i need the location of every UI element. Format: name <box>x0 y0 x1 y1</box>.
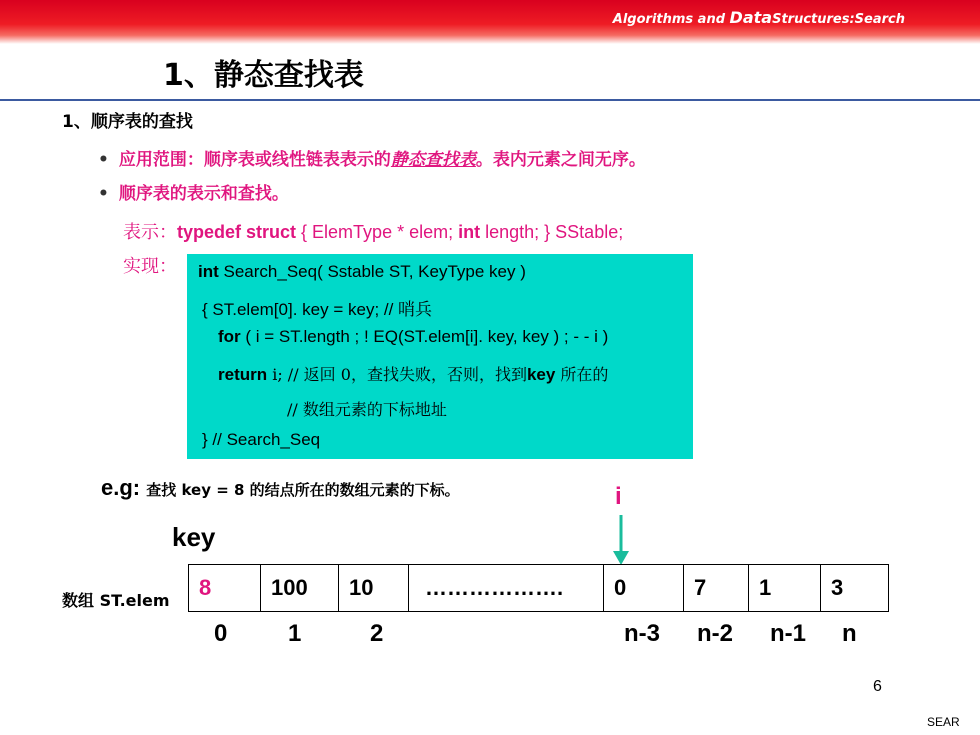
array-index: 2 <box>370 620 384 647</box>
representation-label: 表示： <box>123 222 177 243</box>
page-number: 6 <box>873 678 882 695</box>
course-title-emphasis: Data <box>729 8 773 27</box>
bullet-representation <box>98 179 289 204</box>
title-divider <box>0 99 980 101</box>
array-index: n <box>842 620 857 647</box>
typedef-keyword: typedef struct <box>177 222 297 242</box>
code-comment: i; // 返回 0，查找失败，否则，找到 <box>267 365 527 384</box>
representation-line <box>123 218 623 244</box>
array-cell: 100 <box>260 564 338 612</box>
array-index: 1 <box>288 620 302 647</box>
example-line <box>101 475 460 501</box>
array-index: 0 <box>214 620 228 647</box>
code-line-sentinel: { ST.elem[0]. key = key; // 哨兵 <box>202 300 433 319</box>
array-cell: 1 <box>748 564 820 612</box>
course-title <box>613 8 905 27</box>
pointer-arrow-icon <box>610 515 632 567</box>
bullet-scope <box>98 145 646 170</box>
representation-code-1: { ElemType * elem; <box>296 222 459 242</box>
code-line-end: } // Search_Seq <box>202 430 321 449</box>
course-title-suffix: Structures:Search <box>772 12 905 27</box>
course-title-prefix: Algorithms and <box>612 12 730 27</box>
code-text: Search_Seq( Sstable ST, KeyType key ) <box>218 262 526 281</box>
example-text: 查找 key = 8 的结点所在的数组元素的下标。 <box>146 481 460 499</box>
bullet-glyph: • <box>98 184 109 204</box>
array-index: n-3 <box>624 620 660 647</box>
code-line-signature <box>198 262 526 282</box>
array-row <box>188 564 889 612</box>
code-line-comment: // 数组元素的下标地址 <box>287 400 447 419</box>
representation-code-2: length; } SStable; <box>480 222 624 242</box>
bullet-scope-term: 静态查找表 <box>390 150 476 170</box>
code-text: ( i = ST.length ; ! EQ(ST.elem[i]. key, key ) ; - - i ) <box>240 327 609 346</box>
array-cell: ………………. <box>408 564 603 612</box>
implementation-label: 实现： <box>123 256 177 277</box>
footer-tag: SEAR <box>927 715 960 729</box>
array-cell: 3 <box>820 564 889 612</box>
key-label: key <box>172 522 216 552</box>
bullet-glyph: • <box>98 150 109 170</box>
array-cell: 0 <box>603 564 683 612</box>
array-label: 数组 ST.elem <box>62 591 170 610</box>
array-index: n-2 <box>697 620 733 647</box>
code-line-loop <box>218 327 608 347</box>
bullet-representation-text: 顺序表的表示和查找。 <box>118 184 289 204</box>
pointer-label: i <box>615 483 622 510</box>
array-cell: 10 <box>338 564 408 612</box>
code-comment-tail: 所在的 <box>555 365 609 384</box>
bullet-scope-tail: 。表内元素之间无序。 <box>475 150 646 170</box>
int-keyword: int <box>458 222 481 242</box>
array-cell: 7 <box>683 564 748 612</box>
code-comment-key: key <box>526 365 556 384</box>
code-keyword-int: int <box>198 262 219 281</box>
code-keyword-for: for <box>218 327 241 346</box>
section-heading: 1、顺序表的查找 <box>62 112 193 132</box>
bullet-scope-text: 应用范围：顺序表或线性链表表示的 <box>118 150 391 170</box>
slide-title: 1、静态查找表 <box>163 58 364 93</box>
code-line-return <box>218 362 608 385</box>
array-index: n-1 <box>770 620 806 647</box>
code-keyword-return: return <box>218 365 268 384</box>
example-prefix: e.g: <box>101 475 147 500</box>
array-cell: 8 <box>188 564 260 612</box>
code-block <box>187 254 693 459</box>
